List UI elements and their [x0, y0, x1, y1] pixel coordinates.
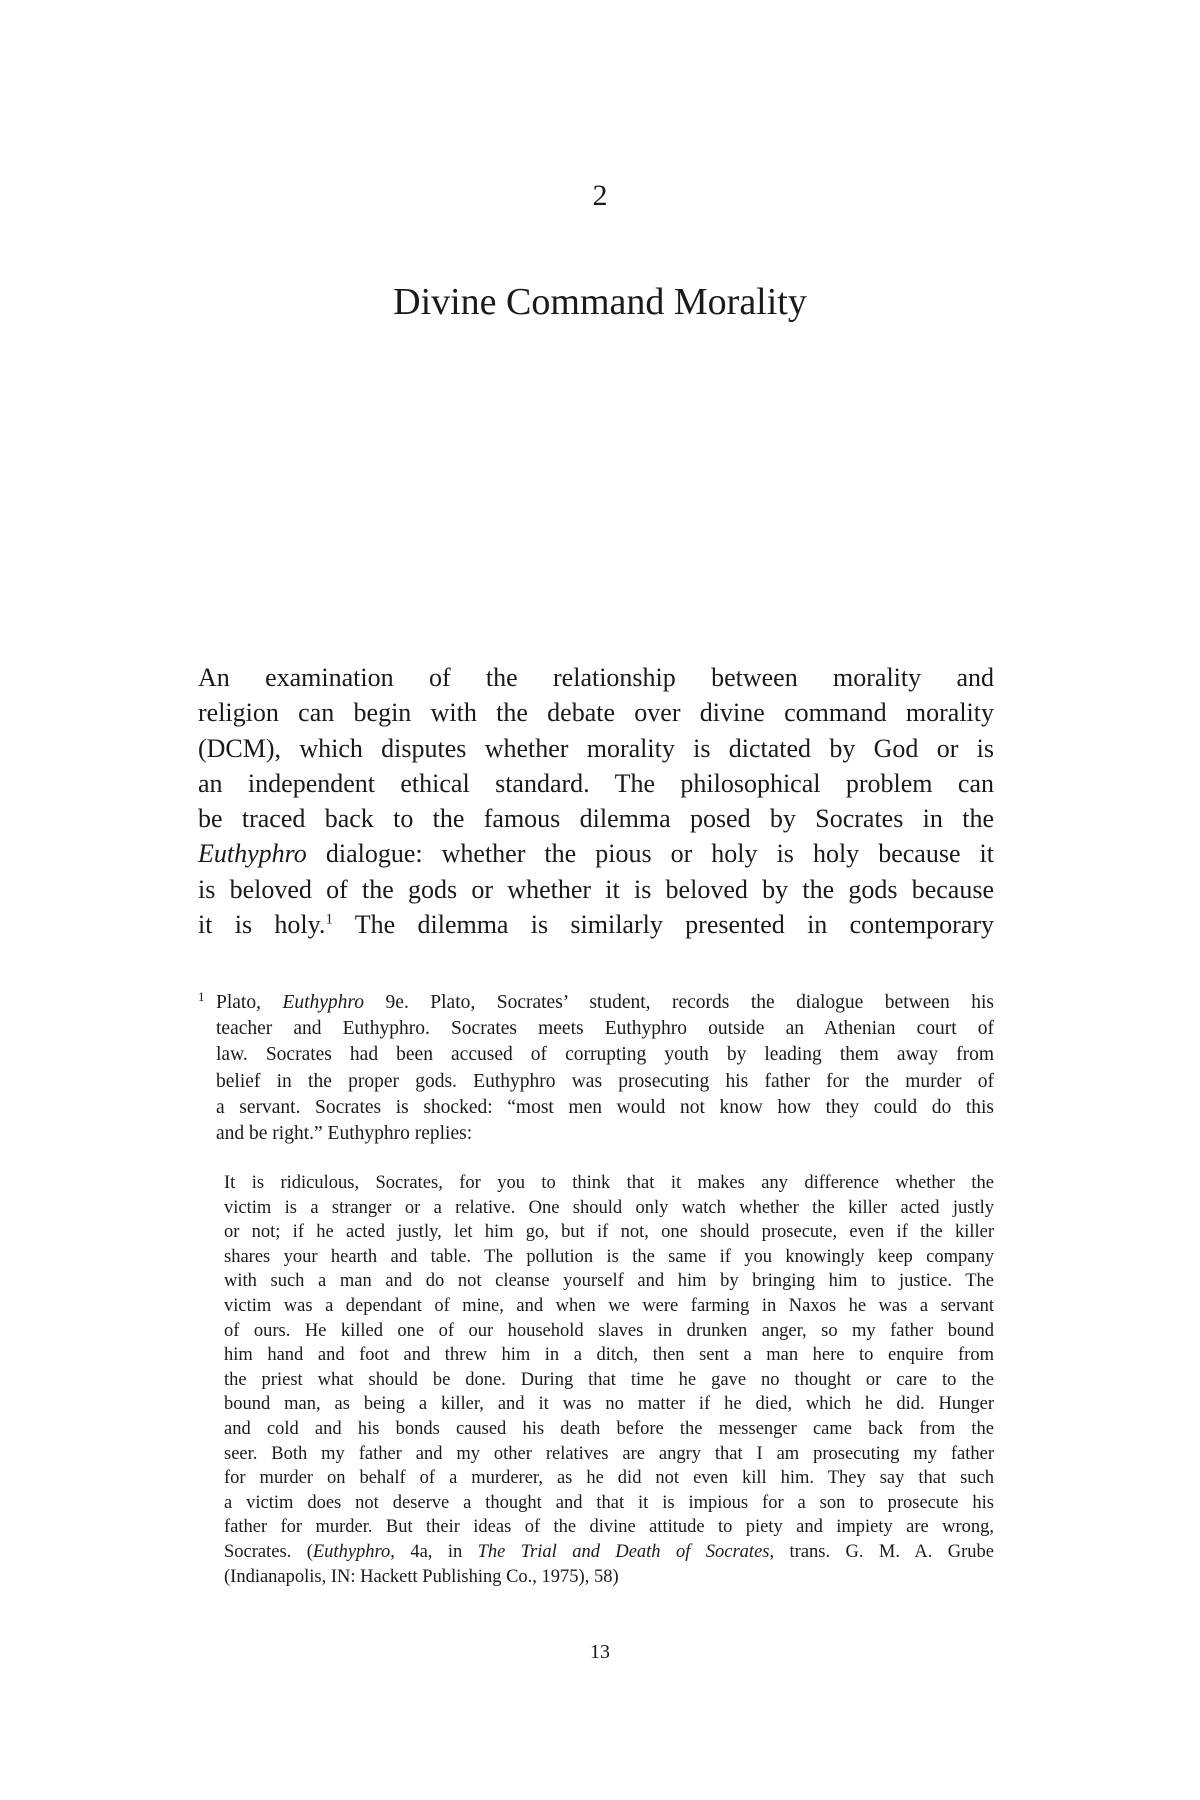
main-paragraph: [198, 660, 994, 942]
work-title-euthyphro: Euthyphro: [282, 992, 365, 1013]
quote-text: Socrates. (: [224, 1541, 313, 1562]
footnote-line: 1 Plato, Euthyphro 9e. Plato, Socrates’ student, records the dialogue between his: [198, 988, 994, 1013]
body-line: [198, 836, 994, 871]
footnote-reference-link[interactable]: 1: [325, 911, 333, 928]
quote-text: , 4a, in: [390, 1541, 478, 1562]
quote-line: or not; if he acted justly, let him go, but if not, one should prosecute, even if the killer: [224, 1222, 994, 1243]
body-line-text: dialogue: whether the pious or holy is holy because it: [306, 839, 994, 869]
work-title-euthyphro: Euthyphro: [312, 1541, 391, 1562]
quote-text: , trans. G. M. A. Grube: [769, 1541, 994, 1562]
quote-line: shares your hearth and table. The pollution is the same if you knowingly keep company: [224, 1246, 994, 1267]
body-line: (DCM), which disputes whether morality is dictated by God or is: [198, 733, 994, 763]
quote-line: bound man, as being a killer, and it was no matter if he died, which he did. Hunger: [224, 1394, 994, 1415]
quote-line: victim is a stranger or a relative. One should only watch whether the killer acted justly: [224, 1197, 994, 1218]
quote-line: the priest what should be done. During that time he gave no thought or care to the: [224, 1369, 994, 1390]
body-line: an independent ethical standard. The philosophical problem can: [198, 768, 994, 798]
body-line-text: The dilemma is similarly presented in contemporary: [332, 910, 994, 940]
body-line: religion can begin with the debate over divine command morality: [198, 698, 994, 728]
work-title-euthyphro: Euthyphro: [198, 839, 307, 869]
body-line: is beloved of the gods or whether it is beloved by the gods because: [198, 874, 994, 904]
quote-line: a victim does not deserve a thought and that it is impious for a son to prosecute his: [224, 1492, 994, 1513]
footnote-line: a servant. Socrates is shocked: “most men would not know how they could do this: [216, 1096, 994, 1118]
quote-line: him hand and foot and threw him in a ditch, then sent a man here to enquire from: [224, 1345, 994, 1366]
page-number: 13: [590, 1641, 610, 1663]
chapter-number: 2: [592, 179, 608, 212]
footnote-text: Plato,: [216, 992, 283, 1013]
quote-line: with such a man and do not cleanse yourself and him by bringing him to justice. The: [224, 1271, 994, 1292]
chapter-title: Divine Command Morality: [393, 281, 807, 323]
body-line: be traced back to the famous dilemma posed by Socrates in the: [198, 804, 994, 834]
footnote-line: teacher and Euthyphro. Socrates meets Euthyphro outside an Athenian court of: [216, 1018, 994, 1040]
footnote-1: [198, 990, 994, 1147]
quote-line: It is ridiculous, Socrates, for you to think that it makes any difference whether the: [224, 1173, 994, 1193]
quote-line: and cold and his bonds caused his death before the messenger came back from the: [224, 1418, 994, 1439]
body-line: An examination of the relationship between morality and: [198, 663, 994, 692]
body-line-text: it is holy.: [198, 910, 326, 940]
quote-line: for murder on behalf of a murderer, as he did not even kill him. They say that such: [224, 1468, 994, 1489]
quote-line: of ours. He killed one of our household slaves in drunken anger, so my father bound: [224, 1320, 994, 1341]
footnote-line: law. Socrates had been accused of corrupting youth by leading them away from: [216, 1044, 994, 1066]
quote-line: (Indianapolis, IN: Hackett Publishing Co., 1975), 58): [224, 1566, 619, 1587]
quote-line: father for murder. But their ideas of the divine attitude to piety and impiety are wrong,: [224, 1517, 994, 1538]
quote-line: [224, 1540, 994, 1565]
block-quote: [224, 1171, 994, 1589]
work-title-trial-and-death: The Trial and Death of Socrates: [477, 1541, 770, 1562]
footnote-text: 9e. Plato, Socrates’ student, records the dialogue between his: [364, 992, 994, 1013]
footnote-line: belief in the proper gods. Euthyphro was prosecuting his father for the murder of: [216, 1070, 994, 1092]
footnote-line: and be right.” Euthyphro replies:: [216, 1122, 473, 1144]
body-line: [198, 907, 994, 942]
quote-line: victim was a dependant of mine, and when we were farming in Naxos he was a servant: [224, 1295, 994, 1316]
quote-line: seer. Both my father and my other relatives are angry that I am prosecuting my father: [224, 1443, 994, 1464]
